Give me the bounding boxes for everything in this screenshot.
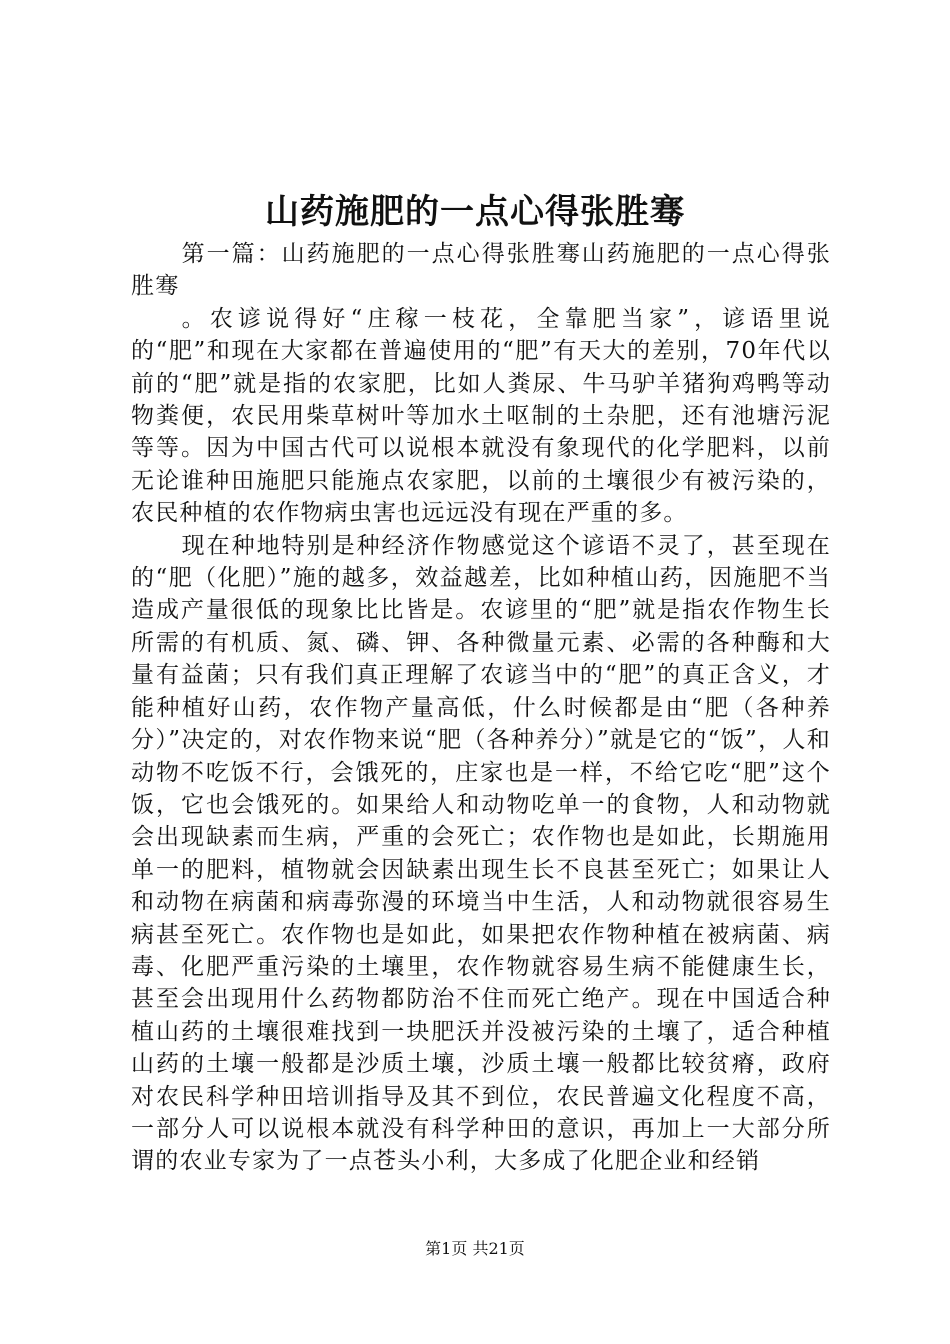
document-body bbox=[131, 238, 831, 1178]
paragraph-1: 第一篇：山药施肥的一点心得张胜骞山药施肥的一点心得张胜骞 bbox=[131, 241, 831, 300]
paragraph-2: 。农谚说得好“庄稼一枝花，全靠肥当家”，谚语里说的“肥”和现在大家都在普遍使用的“肥”有天大的差别，70年代以前的“肥”就是指的农家肥，比如人粪尿、牛马驴羊猪狗鸡鸭等动物粪便，农民用柴草树叶等加水土呕制的土杂肥，还有池塘污泥等等。因为中国古代可以说根本就没有象现代的化学肥料，以前无论谁种田施肥只能施点农家肥，以前的土壤很少有被污染的，农民种植的农作物病虫害也远远没有现在严重的多。 bbox=[131, 305, 831, 527]
document-title: 山药施肥的一点心得张胜骞 bbox=[265, 192, 685, 232]
page-footer: 第1页 共21页 bbox=[425, 1239, 525, 1258]
paragraph-3: 现在种地特别是种经济作物感觉这个谚语不灵了，甚至现在的“肥（化肥）”施的越多，效益越差，比如种植山药，因施肥不当造成产量很低的现象比比皆是。农谚里的“肥”就是指农作物生长所需的有机质、氮、磷、钾、各种微量元素、必需的各种酶和大量有益菌；只有我们真正理解了农谚当中的“肥”的真正含义，才能种植好山药，农作物产量高低，什么时候都是由“肥（各种养分）”决定的，对农作物来说“肥（各种养分）”就是它的“饭”，人和动物不吃饭不行，会饿死的，庄家也是一样，不给它吃“肥”这个饭，它也会饿死的。如果给人和动物吃单一的食物，人和动物就会出现缺素而生病，严重的会死亡；农作物也是如此，长期施用单一的肥料，植物就会因缺素出现生长不良甚至死亡；如果让人和动物在病菌和病毒弥漫的环境当中生活，人和动物就很容易生病甚至死亡。农作物也是如此，如果把农作物种植在被病菌、病毒、化肥严重污染的土壤里，农作物就容易生病不能健康生长，甚至会出现用什么药物都防治不住而死亡绝产。现在中国适合种植山药的土壤很难找到一块肥沃并没被污染的土壤了，适合种植山药的土壤一般都是沙质土壤，沙质土壤一般都比较贫瘠，政府对农民科学种田培训指导及其不到位，农民普遍文化程度不高，一部分人可以说根本就没有科学种田的意识，再加上一大部分所谓的农业专家为了一点苍头小利，大多成了化肥企业和经销 bbox=[131, 532, 831, 1175]
